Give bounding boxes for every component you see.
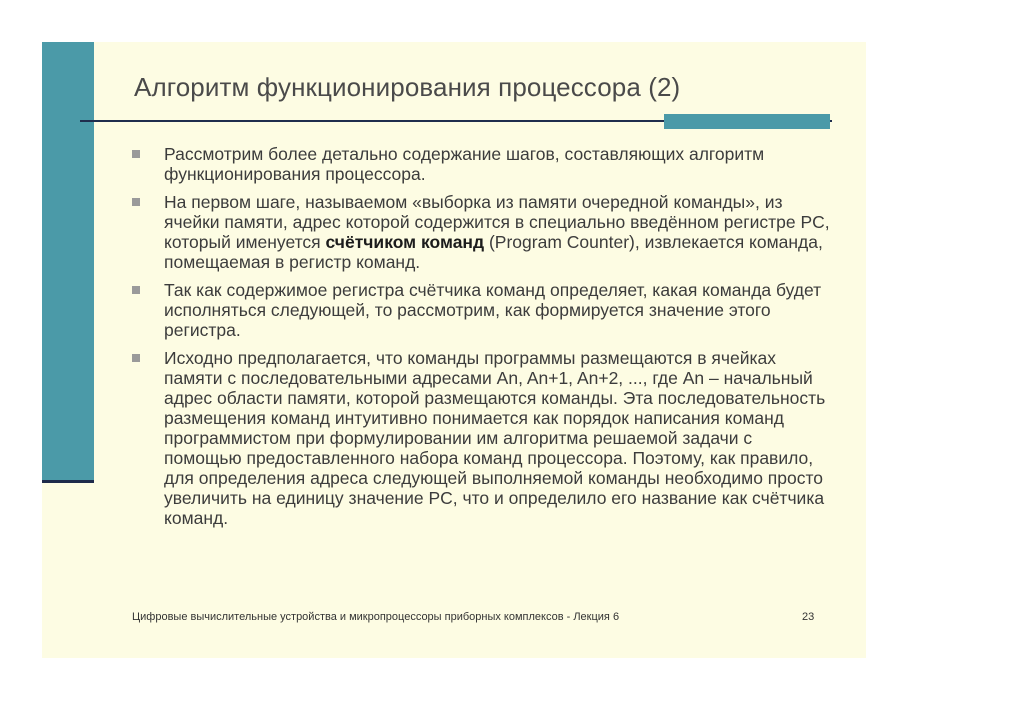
bullet-item (132, 144, 832, 184)
slide-footer: Цифровые вычислительные устройства и микропроцессоры приборных комплексов - Лекция 6 (132, 611, 620, 623)
bullet-text: Исходно предполагается, что команды программы размещаются в ячейках памяти с последовательными адресами An, An+1, An+2, ..., где An – начальный адрес области памяти, которой размещаются команды. Эта последовательность размещения команд интуитивно понимается как порядок написания команд программистом при формулировании им алгоритма решаемой задачи с помощью предоставленного набора команд процессора. Поэтому, как правило, для определения адреса следующей выполняемой команды необходимо просто увеличить на единицу значение PC, что и определило его название как счётчика команд. (164, 348, 826, 528)
bullet-text-before: На первом шаге, называемом «выборка из памяти очередной команды», из ячейки памяти, адрес которой содержится в специально введённом регистре PC, который именуется (164, 192, 830, 252)
bullet-bold-term: счётчиком команд (325, 232, 485, 252)
bullet-item (132, 280, 832, 340)
left-accent-bar (42, 42, 94, 483)
square-bullet-icon (132, 354, 140, 362)
slide (42, 42, 866, 658)
square-bullet-icon (132, 198, 140, 206)
bullet-text: Так как содержимое регистра счётчика команд определяет, какая команда будет исполняться следующей, то рассмотрим, как формируется значение этого регистра. (164, 280, 822, 340)
bullet-text-after: (Program Counter), извлекается команда, помещаемая в регистр команд. (164, 232, 823, 272)
page-number: 23 (802, 611, 815, 623)
square-bullet-icon (132, 286, 140, 294)
bullet-item (132, 192, 832, 272)
bullet-list (132, 144, 832, 536)
slide-title: Алгоритм функционирования процессора (2) (134, 72, 681, 102)
bullet-item (132, 348, 832, 528)
square-bullet-icon (132, 150, 140, 158)
title-accent-bar (664, 114, 830, 129)
bullet-text: Рассмотрим более детально содержание шагов, составляющих алгоритм функционирования процессора. (164, 144, 765, 184)
